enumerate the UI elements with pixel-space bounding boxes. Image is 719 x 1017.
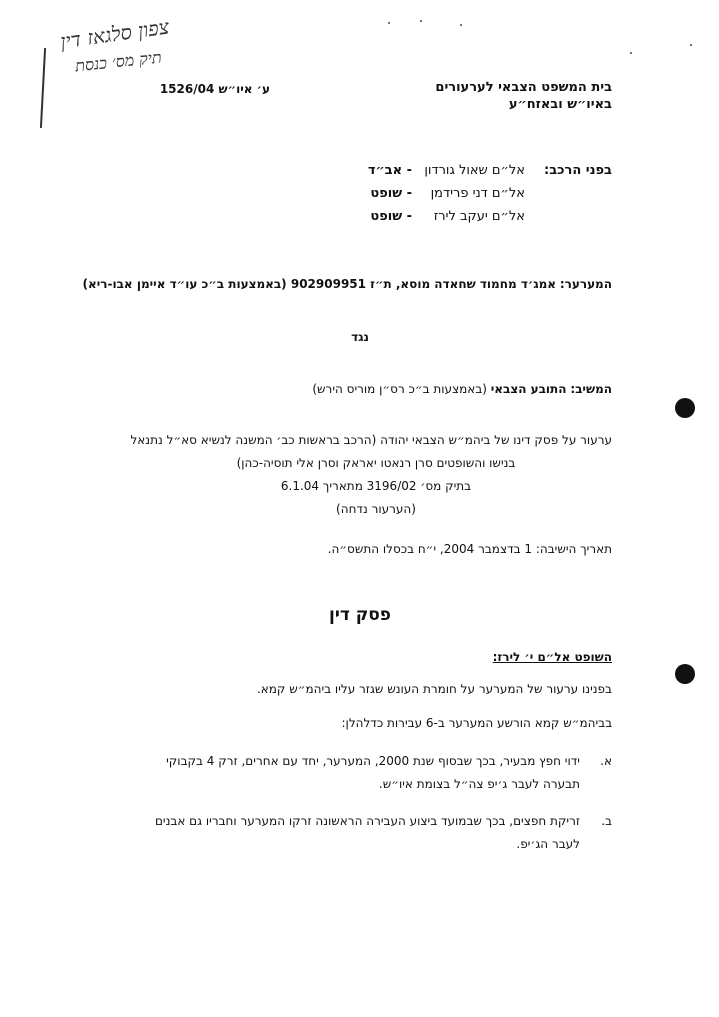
respondent-label: המשיב: [570,382,612,396]
scan-speck [420,20,422,22]
judge-role: - אב״ד [367,163,412,178]
list-marker: ב. [601,814,612,828]
margin-pen-stroke [40,48,46,128]
appellant-details: אמג׳ד מחמוד שחאדה מוסא, ת״ז 902909951 (באמצעות ב״כ עו״ד איימן אבו-ריא) [82,277,556,291]
appeal-line: בתיק מס׳ 3196/02 מתאריך 6.1.04 [280,479,472,493]
scan-speck [388,22,390,24]
court-name-line1: בית המשפט הצבאי לערעורים [435,80,612,95]
judge-role: - שופט [370,209,412,224]
versus-label: נגד [351,330,369,344]
list-item-line: תבערה לעבר ג׳יפ צה״ל בצומת איו״ש. [378,777,580,791]
scan-speck [690,44,692,46]
respondent-name: התובע הצבאי [490,382,567,396]
handwritten-note-line2: תיק מס׳ כנסת [74,47,163,76]
list-item-line: זריקת חפצים, בכך שבמועד ביצוע העבירה הראשונה זרקו המערער וחבריו גם אבנים [154,814,580,828]
panel-label: בפני הרכב: [544,163,612,178]
body-paragraph: בפנינו ערעור של המערער על חומרת העונש שגזר עליו ביהמ״ש קמא. [256,682,612,696]
binder-hole [675,664,695,684]
file-reference: ע׳ איו״ש 1526/04 [159,82,270,96]
judge-name: אל״ם שאול גורדון [424,163,525,178]
binder-hole [675,398,695,418]
list-item-line: ידוי חפץ מבעיר, בכך שבסוף שנת 2000, המערער, יחד עם אחרים, זרק 4 בקבוקי [166,754,580,768]
appellant-label: המערער: [559,277,612,291]
respondent-line [300,382,612,396]
scan-speck [630,52,632,54]
appeal-line: ערעור על פסק דינו של ביהמ״ש הצבאי יהודה (הרכב בראשות כב׳ המשנה לנשיא סא״ל נתנאל [130,433,612,447]
body-paragraph: בביהמ״ש קמא הורשע המערער ב-6 עבירות כדלהלן: [341,716,612,730]
scan-speck [460,24,462,26]
list-item-line: לעבר הג׳יפ. [516,837,580,851]
hearing-date: תאריך הישיבה: 1 בדצמבר 2004, י״ח בכסלו התשס״ה. [327,542,612,556]
judge-name: אל״ם דני פרידמן [430,186,525,201]
appeal-line: (הערעור נדחה) [336,502,416,516]
list-marker: א. [600,754,612,768]
court-name-line2: באיו״ש ובאזח״ע [508,97,612,112]
judge-heading: השופט אל״ם י׳ לירז: [492,650,612,664]
verdict-title: פסק דין [328,605,391,625]
judge-role: - שופט [370,186,412,201]
judge-name: אל״ם יעקב לירז [433,209,525,224]
handwritten-note-line1: צפון סלגאז דין [58,14,171,54]
appeal-line: בנישו והשופטים סרן רנאטו יאראק וסרן אלי תוסיה-כהן) [236,456,516,470]
respondent-counsel: (באמצעות ב״כ רס״ן מוריס הירש) [312,382,487,396]
appellant-line [82,277,612,291]
